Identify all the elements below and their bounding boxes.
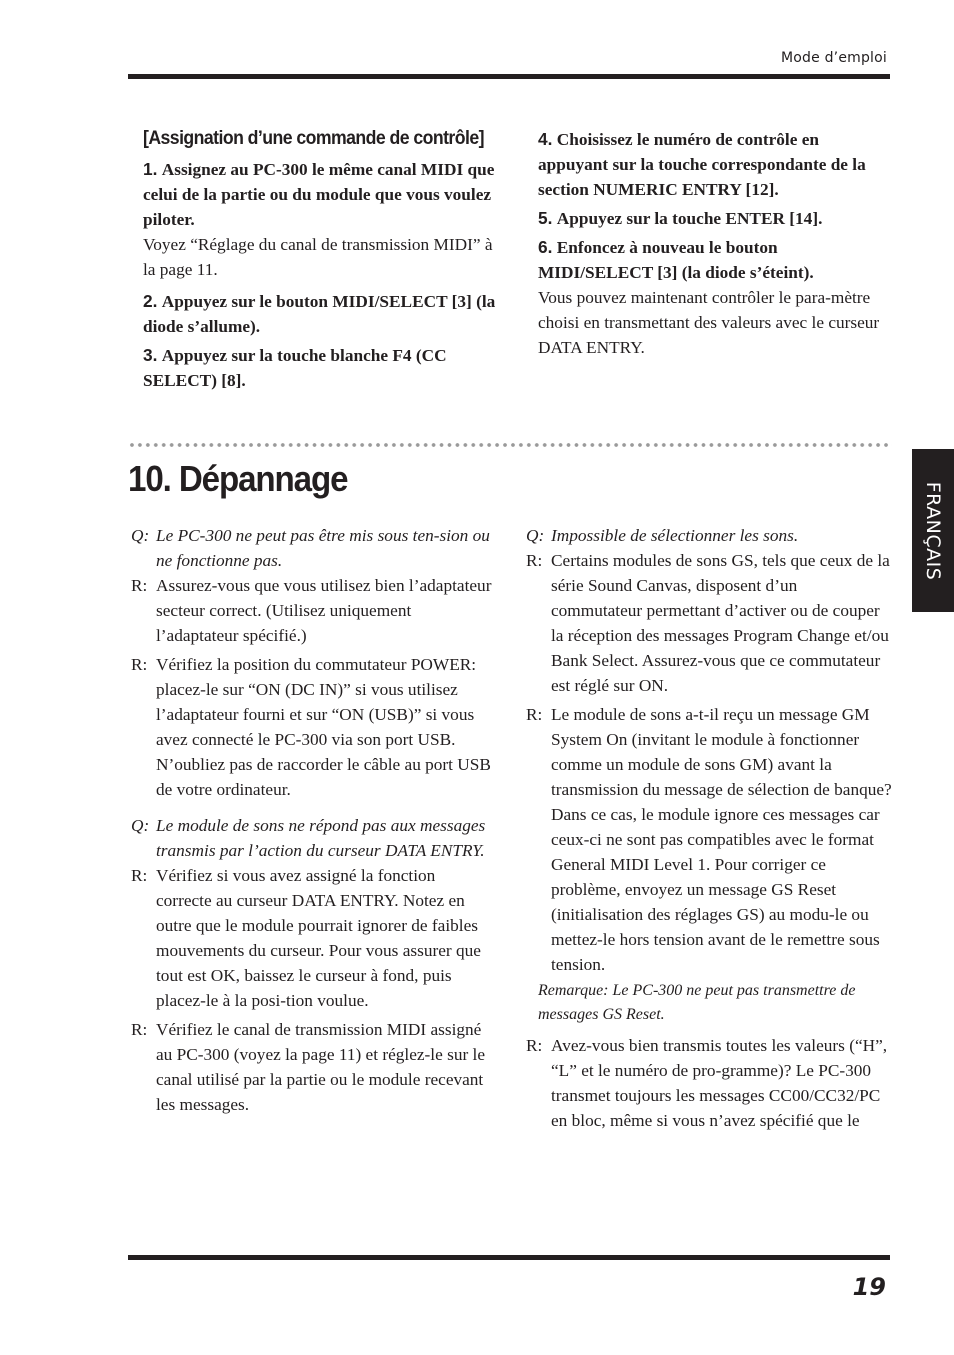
answer-text: Vérifiez la position du commutateur POWER: placez-le sur “ON (DC IN)” si vous utilisez l’adaptateur fourni et sur “ON (USB)” si vous avez connecté le PC-300 via son port USB. N’oubliez pas de raccorder le câble au port USB de votre ordinateur. [156,655,491,799]
remark-note: Remarque: Le PC-300 ne peut pas transmettre de messages GS Reset. [538,982,856,1023]
question-item [131,523,493,573]
step-6 [538,235,890,360]
running-header: Mode d’emploi [780,50,887,66]
step-note: Vous pouvez maintenant contrôler le para-mètre choisi en transmettant des valeurs avec le curseur DATA ENTRY. [538,288,880,357]
answer-prefix: R: [131,1020,148,1039]
answer-item [526,1033,892,1133]
step-number: 5. [538,208,553,228]
section-title: 10. Dépannage [128,458,348,499]
answer-item [526,548,892,698]
language-tab-label: FRANÇAIS [922,481,944,580]
answer-item [526,702,892,977]
step-note: Voyez “Réglage du canal de transmission MIDI” à la page 11. [143,235,493,279]
answer-text: Vérifiez le canal de transmission MIDI assigné au PC-300 (voyez la page 11) et réglez-le sur le canal utilisé par la partie ou le module recevant les messages. [156,1020,486,1114]
answer-prefix: R: [526,1036,543,1055]
step-text: Enfoncez à nouveau le bouton MIDI/SELECT [3] (la diode s’éteint). [538,238,814,282]
answer-text: Avez-vous bien transmis toutes les valeurs (“H”, “L” et le numéro de pro-gramme)? Le PC-300 transmet toujours les messages CC00/CC32/PC en bloc, même si vous n’avez spécifié que le [551,1036,888,1130]
troubleshooting-column-left [131,523,493,1117]
answer-prefix: R: [131,655,148,674]
question-text: Impossible de sélectionner les sons. [551,526,799,545]
step-number: 6. [538,237,553,257]
step-5 [538,206,890,231]
question-prefix: Q: [131,816,150,835]
answer-item [131,573,493,648]
troubleshooting-column-right [526,523,892,1133]
assignment-heading: [Assignation d’une commande de contrôle] [143,128,484,149]
answer-prefix: R: [131,576,148,595]
answer-text: Certains modules de sons GS, tels que ceux de la série Sound Canvas, disposent d’un commutateur permettant d’activer ou de couper la réception des messages Program Change et/ou Bank Select. Assurez-vous que ce commutateur est réglé sur ON. [551,551,890,695]
answer-text: Le module de sons a-t-il reçu un message GM System On (invitant le module à fonctionner comme un module de sons GM) avant la transmission du message de sélection de banque? Dans ce cas, le module ignore ces messages car ceux-ci ne sont pas compatibles avec le format General MIDI Level 1. Pour corriger ce problème, envoyez un message GS Reset (initialisation des réglages GS) au modu-le ou mettez-le hors tension avant de le remettre sous tension. [551,705,892,974]
answer-prefix: R: [131,866,148,885]
step-number: 4. [538,129,553,149]
question-prefix: Q: [526,526,545,545]
language-tab [912,449,954,612]
assignment-column-left [143,127,503,397]
step-4 [538,127,890,202]
step-number: 2. [143,291,158,311]
top-rule [128,74,890,79]
step-1 [143,157,503,282]
assignment-column-right [538,127,890,364]
answer-text: Vérifiez si vous avez assigné la fonction correcte au curseur DATA ENTRY. Notez en outre que le module pourrait ignorer de faibles mouvements du curseur. Pour vous assurer que tout est OK, baissez le curseur à fond, puis placez-le à la posi-tion voulue. [156,866,481,1010]
answer-item [131,652,493,802]
question-text: Le module de sons ne répond pas aux messages transmis par l’action du curseur DATA ENTRY. [156,816,486,860]
question-item [131,813,493,863]
step-text: Appuyez sur la touche ENTER [14]. [556,209,823,228]
question-item [526,523,892,548]
answer-prefix: R: [526,551,543,570]
answer-item [131,863,493,1013]
page-number: 19 [852,1273,886,1301]
bottom-rule [128,1255,890,1260]
step-2 [143,289,503,339]
step-text: Assignez au PC-300 le même canal MIDI que celui de la partie ou du module que vous voulez piloter. [143,160,495,229]
answer-text: Assurez-vous que vous utilisez bien l’adaptateur secteur correct. (Utilisez uniquement l’adaptateur spécifié.) [156,576,492,645]
step-text: Appuyez sur la touche blanche F4 (CC SELECT) [8]. [143,346,447,390]
question-prefix: Q: [131,526,150,545]
step-3 [143,343,503,393]
question-text: Le PC-300 ne peut pas être mis sous ten-sion ou ne fonctionne pas. [156,526,490,570]
step-text: Appuyez sur le bouton MIDI/SELECT [3] (la diode s’allume). [143,292,496,336]
answer-prefix: R: [526,705,543,724]
step-number: 1. [143,159,158,179]
step-text: Choisissez le numéro de contrôle en appuyant sur la touche correspondante de la section NUMERIC ENTRY [12]. [538,130,866,199]
answer-item [131,1017,493,1117]
step-number: 3. [143,345,158,365]
dotted-divider [128,442,892,448]
